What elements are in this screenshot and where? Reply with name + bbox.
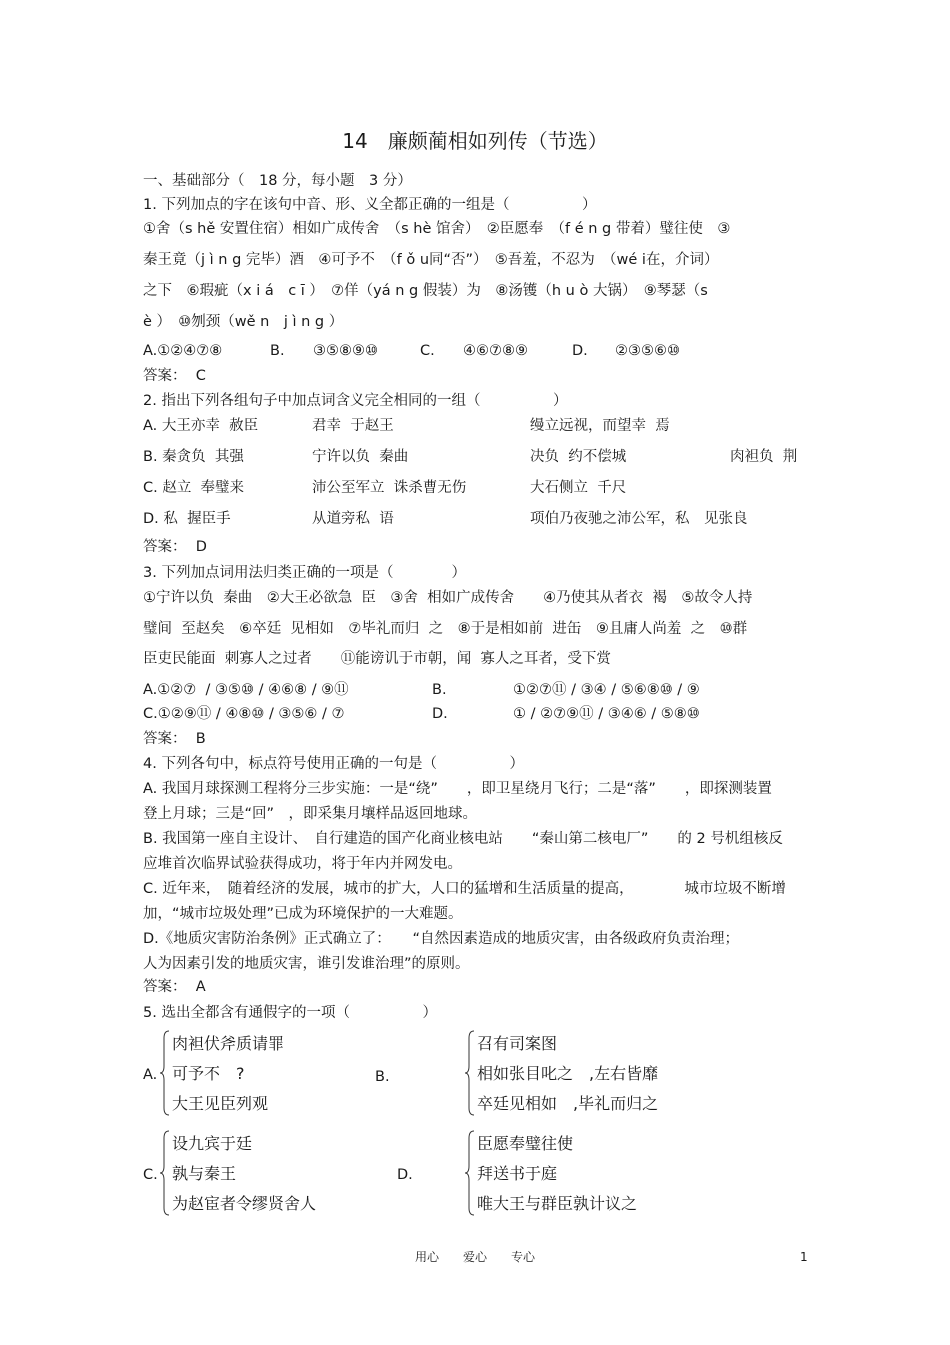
q5-a-item: 可予不 ? bbox=[172, 1064, 245, 1083]
q4-line: 加，“城市垃圾处理”已成为环境保护的一大难题。 bbox=[143, 906, 463, 922]
q2-answer: 答案： D bbox=[143, 539, 207, 555]
q5-b-item: 召有司案图 bbox=[477, 1034, 558, 1053]
q5-option-a-label: A. bbox=[143, 1067, 158, 1083]
q1-option-b: ③⑤⑧⑨⑩ bbox=[313, 343, 378, 359]
q4-line: C. 近年来， 随着经济的发展，城市的扩大，人口的猛增和生活质量的提高， 城市垃圾不断增 bbox=[143, 881, 786, 897]
q1-line: 秦王竟（j ì n g 完毕）酒 ④可予不 （f ǒ u同“否”） ⑤吾羞，不忍为 （wé i在，介词） bbox=[143, 252, 719, 268]
q2-row-a-3: 缦立远视，而望幸 焉 bbox=[530, 418, 670, 434]
q2-row-a-2: 君幸 于赵王 bbox=[312, 418, 394, 434]
q5-option-c-label: C. bbox=[143, 1167, 158, 1183]
q1-answer: 答案： C bbox=[143, 368, 206, 384]
section-heading: 一、基础部分（ 18 分，每小题 3 分） bbox=[143, 173, 412, 189]
q1-option-a: A.①②④⑦⑧ bbox=[143, 343, 223, 359]
q4-stem: 4. 下列各句中，标点符号使用正确的一句是（ ） bbox=[143, 756, 524, 772]
brace-icon bbox=[160, 1130, 170, 1216]
q1-option-c-label: C. bbox=[420, 343, 435, 359]
q5-c-item: 设九宾于廷 bbox=[172, 1134, 253, 1153]
q1-option-c: ④⑥⑦⑧⑨ bbox=[463, 343, 528, 359]
q1-line: è ） ⑩刎颈（wě n j ì n g ） bbox=[143, 314, 344, 330]
q2-stem: 2. 指出下列各组句子中加点词含义完全相同的一组（ ） bbox=[143, 393, 568, 409]
q3-answer: 答案： B bbox=[143, 731, 206, 747]
q2-row-c-1: C. 赵立 奉璧来 bbox=[143, 480, 245, 496]
q4-line: 应堆首次临界试验获得成功，将于年内并网发电。 bbox=[143, 856, 462, 872]
q3-option-d: ① / ②⑦⑨⑪ / ③④⑥ / ⑤⑧⑩ bbox=[513, 706, 700, 722]
q4-line: B. 我国第一座自主设计、 自行建造的国产化商业核电站 “秦山第二核电厂” 的 2 号机组核反 bbox=[143, 831, 783, 847]
q1-option-d-label: D. bbox=[572, 343, 588, 359]
page-footer: 用心 爱心 专心 bbox=[414, 1250, 535, 1264]
q3-option-b-label: B. bbox=[432, 682, 447, 698]
brace-icon bbox=[465, 1030, 475, 1116]
q1-option-b-label: B. bbox=[270, 343, 285, 359]
brace-icon bbox=[465, 1130, 475, 1216]
q4-answer: 答案： A bbox=[143, 979, 206, 995]
q2-row-b-4: 肉袒负 荆 bbox=[730, 449, 798, 465]
q3-line: 臣吏民能面 刺寡人之过者 ⑪能谤讥于市朝，闻 寡人之耳者，受下赏 bbox=[143, 651, 611, 667]
q2-row-c-3: 大石侧立 千尺 bbox=[530, 480, 627, 496]
q1-line: ①舍（s hě 安置住宿）相如广成传舍 （s hè 馆舍） ②臣愿奉 （f é n g 带着）璧往使 ③ bbox=[143, 221, 731, 237]
q4-line: D.《地质灾害防治条例》正式确立了： “自然因素造成的地质灾害，由各级政府负责治理； bbox=[143, 931, 740, 947]
q1-line: 之下 ⑥瑕疵（x i á c ī ） ⑦佯（yá n g 假装）为 ⑧汤镬（h u ò 大锅） ⑨琴瑟（s bbox=[143, 283, 708, 299]
q4-line: 登上月球；三是“回” ，即采集月壤样品返回地球。 bbox=[143, 806, 478, 822]
q2-row-d-3: 项伯乃夜驰之沛公军，私 见张良 bbox=[530, 511, 748, 527]
q3-line: 璧间 至赵矣 ⑥卒廷 见相如 ⑦毕礼而归 之 ⑧于是相如前 进缶 ⑨且庸人尚羞 之 ⑩群 bbox=[143, 621, 748, 637]
q5-stem: 5. 选出全都含有通假字的一项（ ） bbox=[143, 1005, 437, 1021]
q3-stem: 3. 下列加点词用法归类正确的一项是（ ） bbox=[143, 565, 466, 581]
q3-option-d-label: D. bbox=[432, 706, 448, 722]
q5-a-item: 大王见臣列观 bbox=[172, 1094, 269, 1113]
q1-option-d: ②③⑤⑥⑩ bbox=[615, 343, 680, 359]
q5-c-item: 孰与秦王 bbox=[172, 1164, 237, 1183]
q2-row-d-1: D. 私 握臣手 bbox=[143, 511, 231, 527]
q5-d-item: 拜送书于庭 bbox=[477, 1164, 558, 1183]
q5-d-item: 臣愿奉璧往使 bbox=[477, 1134, 574, 1153]
q2-row-b-1: B. 秦贪负 其强 bbox=[143, 449, 244, 465]
q5-d-item: 唯大王与群臣孰计议之 bbox=[477, 1194, 638, 1213]
page-number: 1 bbox=[800, 1250, 808, 1264]
q2-row-c-2: 沛公至军立 诛杀曹无伤 bbox=[312, 480, 467, 496]
q2-row-d-2: 从道旁私 语 bbox=[312, 511, 394, 527]
q3-option-b: ①②⑦⑪ / ③④ / ⑤⑥⑧⑩ / ⑨ bbox=[513, 682, 700, 698]
q4-line: 人为因素引发的地质灾害，谁引发谁治理”的原则。 bbox=[143, 956, 470, 972]
q3-option-c: C.①②⑨⑪ / ④⑧⑩ / ③⑤⑥ / ⑦ bbox=[143, 706, 345, 722]
q5-c-item: 为赵宦者令缪贤舍人 bbox=[172, 1194, 317, 1213]
q5-a-item: 肉袒伏斧质请罪 bbox=[172, 1034, 285, 1053]
q5-option-b-label: B. bbox=[375, 1069, 390, 1085]
q2-row-b-2: 宁许以负 秦曲 bbox=[312, 449, 409, 465]
brace-icon bbox=[160, 1030, 170, 1116]
page-title: 14 廉颇蔺相如列传（节选） bbox=[342, 129, 608, 153]
q5-option-d-label: D. bbox=[397, 1167, 413, 1183]
q2-row-b-3: 决负 约不偿城 bbox=[530, 449, 627, 465]
q1-stem: 1. 下列加点的字在该句中音、形、义全都正确的一组是（ ） bbox=[143, 197, 597, 213]
q4-line: A. 我国月球探测工程将分三步实施：一是“绕” ，即卫星绕月飞行；二是“落” ，即探测装置 bbox=[143, 781, 772, 797]
q5-b-item: 相如张目叱之 ,左右皆靡 bbox=[477, 1064, 659, 1083]
q5-b-item: 卒廷见相如 ,毕礼而归之 bbox=[477, 1094, 659, 1113]
q2-row-a-1: A. 大王亦幸 赦臣 bbox=[143, 418, 259, 434]
q3-line: ①宁许以负 秦曲 ②大王必欲急 臣 ③舍 相如广成传舍 ④乃使其从者衣 褐 ⑤故令人持 bbox=[143, 590, 753, 606]
q3-option-a: A.①②⑦ / ③⑤⑩ / ④⑥⑧ / ⑨⑪ bbox=[143, 682, 349, 698]
